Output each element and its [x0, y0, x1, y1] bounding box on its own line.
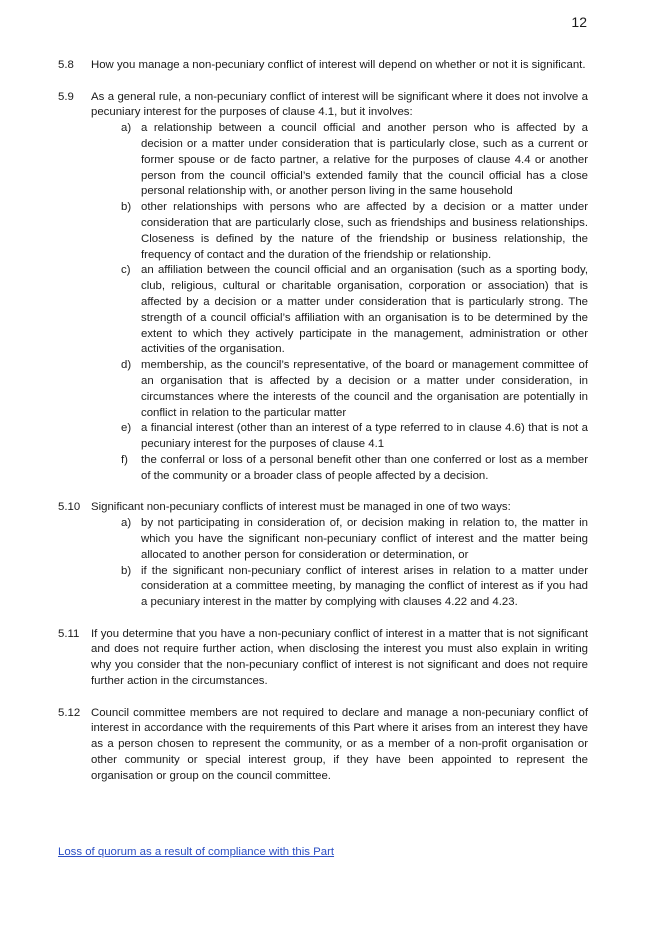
clause-number: 5.11 — [58, 627, 80, 640]
page-number: 12 — [571, 14, 587, 30]
clause-text: How you manage a non-pecuniary conflict of interest will depend on whether or not it is significant. — [91, 59, 586, 71]
item-letter: a) — [121, 122, 132, 135]
list-item — [91, 516, 588, 563]
clause-items — [91, 516, 588, 611]
item-text: if the significant non-pecuniary conflict of interest arises in relation to a matter under consideration at a committee meeting, by managing the conflict of interest as if you had a pecuniary interest in the matter by complying with clauses 4.22 and 4.23. — [141, 564, 588, 609]
document-body — [58, 58, 588, 800]
item-text: a relationship between a council official and another person who is affected by a decision or a matter under consideration that is particularly close, such as a current or former spouse or de facto partner, a relative for the purposes of clause 4.4 or another person from the council official’s extended family that the council official has a close personal relationship with, or another person living in the same household — [141, 122, 588, 198]
section-heading-link[interactable]: Loss of quorum as a result of compliance with this Part — [58, 846, 335, 858]
item-letter: e) — [121, 422, 132, 435]
list-item — [91, 453, 588, 485]
item-text: other relationships with persons who are affected by a decision or a matter under consideration that are particularly close, such as friendships and business relationships. Closeness is defined by the nature of the friendship or business relationship, the frequency of contact and the duration of the friendship or relationship. — [141, 201, 588, 261]
item-text: membership, as the council’s representative, of the board or management committee of an organisation that is affected by a decision or a matter under consideration, in circumstances where the interests of the council and the organisation are potentially in conflict in relation to the particular matter — [141, 359, 588, 419]
clause-number: 5.9 — [58, 90, 74, 103]
item-letter: b) — [121, 201, 132, 214]
item-text: the conferral or loss of a personal benefit other than one conferred or lost as a member of the community or a broader class of people affected by a decision. — [141, 453, 588, 482]
clause-text: Significant non-pecuniary conflicts of interest must be managed in one of two ways: — [91, 501, 511, 514]
clause-text: Council committee members are not required to declare and manage a non-pecuniary conflict of interest in accordance with the requirements of this Part where it arises from an interest they have as a person chosen to represent the community, or as a member of a non-profit organisation or other community or special interest group, if they have been appointed to represent the organisation or group on the council committee. — [91, 706, 588, 782]
clause-text: As a general rule, a non-pecuniary conflict of interest will be significant where it does not involve a pecuniary interest for the purposes of clause 4.1, but it involves: — [91, 90, 588, 119]
clause-5-9 — [58, 90, 588, 485]
list-item — [91, 200, 588, 263]
item-letter: d) — [121, 359, 132, 372]
item-text: by not participating in consideration of, or decision making in relation to, the matter in which you have the significant non-pecuniary conflict of interest and the matter being allocated to another person for consideration or determination, or — [141, 517, 588, 561]
item-text: a financial interest (other than an interest of a type referred to in clause 4.6) that is not a pecuniary interest for the purposes of clause 4.1 — [141, 422, 588, 451]
clause-5-10 — [58, 500, 588, 611]
clause-5-11 — [58, 627, 588, 690]
clause-5-12 — [58, 706, 588, 785]
list-item — [91, 358, 588, 421]
item-letter: b) — [121, 564, 132, 577]
item-letter: c) — [121, 264, 131, 277]
list-item — [91, 564, 588, 611]
list-item — [91, 121, 588, 200]
list-item — [91, 421, 588, 453]
clause-number: 5.10 — [58, 501, 81, 514]
clause-number: 5.8 — [58, 59, 74, 71]
clause-text: If you determine that you have a non-pecuniary conflict of interest in a matter that is not significant and does not require further action, when disclosing the interest you must also explain in writing why you consider that the non-pecuniary conflict of interest is not significant and does not require further action in the circumstances. — [91, 627, 588, 688]
clause-number: 5.12 — [58, 706, 81, 719]
item-letter: f) — [121, 453, 128, 466]
item-letter: a) — [121, 517, 132, 530]
list-item — [91, 263, 588, 358]
clause-5-8 — [58, 58, 588, 74]
clause-items — [91, 121, 588, 484]
item-text: an affiliation between the council official and an organisation (such as a sporting body, club, religious, cultural or charitable organisation, corporation or association) that is affected by a decision or a matter under consideration that is particularly strong. The strength of a council official’s affiliation with an organisation is to be determined by the extent to which they actively participate in the management, administration or other activities of the organisation. — [141, 264, 588, 356]
